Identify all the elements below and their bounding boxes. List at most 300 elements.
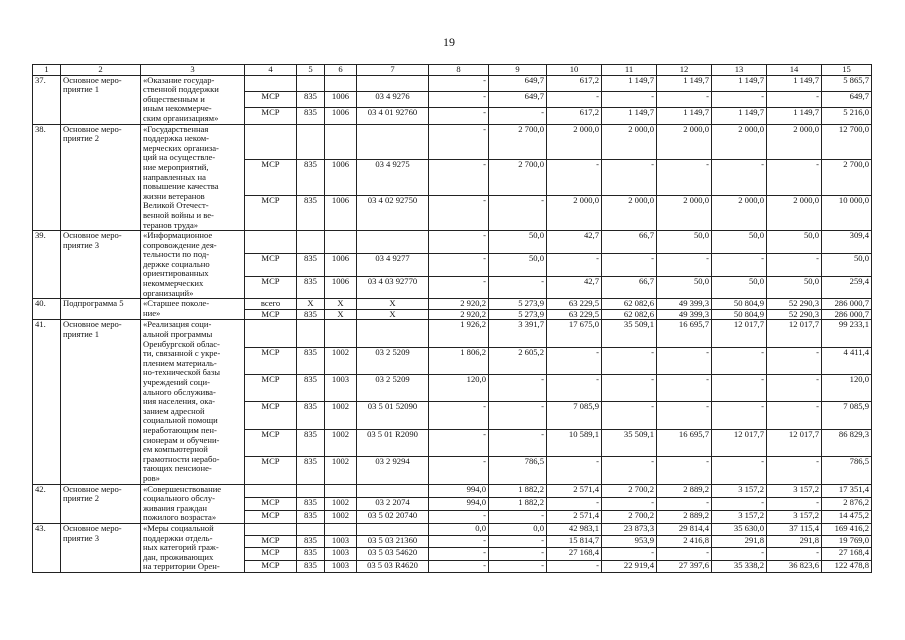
event-cell (61, 124, 141, 231)
value-cell: МСР (245, 309, 297, 320)
value-cell: 1002 (325, 457, 357, 484)
value-cell: 835 (297, 457, 325, 484)
value-cell (245, 124, 297, 160)
value-cell: 309,4 (822, 231, 872, 254)
description-line: плением материаль- (143, 357, 217, 368)
value-cell: 2 000,0 (712, 195, 767, 231)
description-line: теранов труда» (143, 219, 199, 230)
value-cell: 2 000,0 (602, 124, 657, 160)
header-cell: 2 (61, 65, 141, 76)
value-cell: 50 804,9 (712, 309, 767, 320)
value-cell: - (489, 548, 547, 560)
value-cell: МСР (245, 536, 297, 548)
table-row (33, 124, 872, 160)
value-cell: МСР (245, 560, 297, 572)
value-cell: 2 605,2 (489, 347, 547, 374)
value-cell: 99 233,1 (822, 320, 872, 347)
description-line: ных категорий граж- (143, 542, 219, 553)
value-cell: 120,0 (822, 375, 872, 402)
value-cell: 2 000,0 (767, 195, 822, 231)
value-cell: - (602, 91, 657, 107)
value-cell: - (657, 347, 712, 374)
value-cell: 16 695,7 (657, 429, 712, 456)
value-cell: - (429, 402, 489, 429)
value-cell: 17 675,0 (547, 320, 602, 347)
value-cell: - (767, 160, 822, 196)
value-cell: 1 149,7 (657, 75, 712, 91)
value-cell: - (429, 429, 489, 456)
value-cell (357, 484, 429, 497)
value-cell: МСР (245, 276, 297, 299)
value-cell: 22 919,4 (602, 560, 657, 572)
description-line: ем компьютерной (143, 444, 208, 455)
value-cell: 49 399,3 (657, 309, 712, 320)
description-cell (141, 124, 245, 231)
value-cell: МСР (245, 253, 297, 276)
value-cell: - (767, 548, 822, 560)
value-cell: 15 814,7 (547, 536, 602, 548)
row-number-cell: 41. (33, 320, 61, 484)
value-cell: - (547, 560, 602, 572)
value-cell: 122 478,8 (822, 560, 872, 572)
value-cell (297, 75, 325, 91)
header-cell: 1 (33, 65, 61, 76)
value-cell: 835 (297, 560, 325, 572)
value-cell (297, 523, 325, 535)
value-cell: МСР (245, 160, 297, 196)
header-cell: 5 (297, 65, 325, 76)
value-cell: 1 149,7 (602, 75, 657, 91)
description-line: «Реализация соци- (143, 319, 212, 330)
value-cell: - (602, 160, 657, 196)
value-cell: 03 5 01 R2090 (357, 429, 429, 456)
value-cell: 03 2 5209 (357, 375, 429, 402)
value-cell: МСР (245, 429, 297, 456)
value-cell: 12 017,7 (767, 429, 822, 456)
description-line: венной войны и ве- (143, 209, 214, 220)
table-row (33, 231, 872, 254)
value-cell: 1 806,2 (429, 347, 489, 374)
description-line: «Совершенствование (143, 484, 222, 494)
value-cell: 2 000,0 (712, 124, 767, 160)
value-cell: 120,0 (429, 375, 489, 402)
value-cell: МСР (245, 195, 297, 231)
value-cell: - (429, 276, 489, 299)
description-line: неработающим пен- (143, 424, 217, 435)
value-cell: 03 5 01 52090 (357, 402, 429, 429)
description-line: грамотности нерабо- (143, 453, 220, 464)
value-cell: 52 290,3 (767, 299, 822, 310)
description-line: мерческих организа- (143, 142, 219, 153)
value-cell (245, 75, 297, 91)
description-line: ального обслужива- (143, 386, 216, 397)
value-cell: 62 082,6 (602, 299, 657, 310)
value-cell: 62 082,6 (602, 309, 657, 320)
value-cell: 835 (297, 402, 325, 429)
description-cell (141, 484, 245, 523)
value-cell: - (547, 160, 602, 196)
value-cell: - (602, 253, 657, 276)
value-cell: - (657, 375, 712, 402)
value-cell: 50,0 (712, 276, 767, 299)
value-cell: МСР (245, 497, 297, 510)
value-cell: 1002 (325, 402, 357, 429)
value-cell: 291,8 (767, 536, 822, 548)
value-cell: 10 589,1 (547, 429, 602, 456)
value-cell: 19 769,0 (822, 536, 872, 548)
event-line: Основное меро- (63, 230, 122, 241)
value-cell: 03 2 2074 (357, 497, 429, 510)
value-cell: 835 (297, 108, 325, 124)
value-cell: МСР (245, 457, 297, 484)
value-cell: X (357, 299, 429, 310)
value-cell: 03 2 9294 (357, 457, 429, 484)
value-cell: 649,7 (822, 91, 872, 107)
value-cell: 4 411,4 (822, 347, 872, 374)
value-cell: - (602, 402, 657, 429)
value-cell: 50,0 (489, 253, 547, 276)
value-cell: - (547, 253, 602, 276)
value-cell: - (712, 375, 767, 402)
value-cell (325, 231, 357, 254)
value-cell: 3 157,2 (712, 510, 767, 523)
description-line: «Меры социальной (143, 523, 214, 533)
value-cell: - (429, 75, 489, 91)
event-line: приятие 2 (63, 493, 100, 504)
value-cell (297, 320, 325, 347)
value-cell: - (429, 231, 489, 254)
value-cell: 2 920,2 (429, 299, 489, 310)
value-cell (245, 484, 297, 497)
value-cell: 835 (297, 160, 325, 196)
value-cell (297, 231, 325, 254)
value-cell: 1006 (325, 195, 357, 231)
value-cell: 835 (297, 253, 325, 276)
value-cell: 03 5 03 21360 (357, 536, 429, 548)
row-number-cell: 40. (33, 299, 61, 320)
value-cell: - (429, 160, 489, 196)
event-line: Подпрограмма 5 (63, 298, 124, 309)
value-cell: 42,7 (547, 276, 602, 299)
value-cell: - (489, 195, 547, 231)
value-cell (325, 523, 357, 535)
header-cell: 3 (141, 65, 245, 76)
description-cell (141, 299, 245, 320)
value-cell: X (357, 309, 429, 320)
value-cell: 7 085,9 (822, 402, 872, 429)
value-cell: 2 571,4 (547, 510, 602, 523)
value-cell: - (712, 91, 767, 107)
value-cell: 617,2 (547, 75, 602, 91)
event-line: Основное меро- (63, 319, 122, 330)
value-cell: - (429, 253, 489, 276)
value-cell: 291,8 (712, 536, 767, 548)
value-cell: 12 017,7 (767, 320, 822, 347)
description-line: организаций» (143, 287, 194, 298)
value-cell: 42,7 (547, 231, 602, 254)
value-cell: 835 (297, 195, 325, 231)
header-cell: 11 (602, 65, 657, 76)
value-cell: - (712, 160, 767, 196)
value-cell: 12 017,7 (712, 429, 767, 456)
value-cell: - (657, 497, 712, 510)
table-row (33, 320, 872, 347)
value-cell: - (602, 375, 657, 402)
value-cell: - (547, 497, 602, 510)
value-cell (325, 75, 357, 91)
event-cell (61, 75, 141, 124)
value-cell: 1003 (325, 536, 357, 548)
description-line: «Государственная (143, 124, 209, 134)
budget-table (32, 64, 872, 573)
value-cell: - (547, 91, 602, 107)
header-row (33, 65, 872, 76)
value-cell: 835 (297, 375, 325, 402)
header-cell: 9 (489, 65, 547, 76)
header-cell: 7 (357, 65, 429, 76)
description-cell (141, 320, 245, 484)
table-row (33, 523, 872, 535)
value-cell: 63 229,5 (547, 299, 602, 310)
value-cell: 2 000,0 (657, 195, 712, 231)
value-cell: - (547, 375, 602, 402)
value-cell (297, 124, 325, 160)
event-line: Основное меро- (63, 484, 122, 494)
value-cell: - (547, 457, 602, 484)
value-cell: 994,0 (429, 497, 489, 510)
value-cell: 03 4 03 92770 (357, 276, 429, 299)
value-cell: 3 157,2 (767, 484, 822, 497)
value-cell (325, 320, 357, 347)
value-cell: МСР (245, 402, 297, 429)
value-cell: 1 149,7 (767, 108, 822, 124)
value-cell: 50,0 (767, 276, 822, 299)
value-cell: - (657, 457, 712, 484)
value-cell: - (489, 560, 547, 572)
header-cell: 13 (712, 65, 767, 76)
value-cell: 23 873,3 (602, 523, 657, 535)
value-cell: 17 351,4 (822, 484, 872, 497)
value-cell: - (712, 497, 767, 510)
value-cell: 2 416,8 (657, 536, 712, 548)
value-cell: - (547, 347, 602, 374)
value-cell (297, 484, 325, 497)
value-cell: - (602, 457, 657, 484)
value-cell: 5 216,0 (822, 108, 872, 124)
value-cell: 50,0 (822, 253, 872, 276)
value-cell: 3 157,2 (712, 484, 767, 497)
value-cell: 1 882,2 (489, 497, 547, 510)
value-cell: 50,0 (657, 276, 712, 299)
value-cell: 66,7 (602, 231, 657, 254)
page-number: 19 (443, 35, 455, 49)
value-cell: 1 882,2 (489, 484, 547, 497)
value-cell (357, 75, 429, 91)
value-cell: 786,5 (822, 457, 872, 484)
value-cell: МСР (245, 510, 297, 523)
value-cell: МСР (245, 375, 297, 402)
event-cell (61, 299, 141, 320)
value-cell: 2 920,2 (429, 309, 489, 320)
value-cell: 169 416,2 (822, 523, 872, 535)
value-cell: 35 338,2 (712, 560, 767, 572)
value-cell: 27 397,6 (657, 560, 712, 572)
value-cell: - (429, 536, 489, 548)
value-cell: - (489, 108, 547, 124)
header-cell: 10 (547, 65, 602, 76)
row-number-cell: 39. (33, 231, 61, 299)
value-cell: 1003 (325, 560, 357, 572)
description-line: направленных на (143, 171, 206, 182)
value-cell: 5 273,9 (489, 299, 547, 310)
value-cell: 03 5 02 20740 (357, 510, 429, 523)
value-cell: 286 000,7 (822, 299, 872, 310)
value-cell: 1006 (325, 253, 357, 276)
value-cell: 835 (297, 536, 325, 548)
value-cell: 1 149,7 (767, 75, 822, 91)
description-line: повышение качества (143, 181, 219, 192)
value-cell (245, 231, 297, 254)
description-line: ориентированных (143, 268, 209, 279)
event-cell (61, 231, 141, 299)
value-cell: 7 085,9 (547, 402, 602, 429)
description-cell (141, 75, 245, 124)
value-cell: 63 229,5 (547, 309, 602, 320)
value-cell: 2 000,0 (602, 195, 657, 231)
value-cell: 50,0 (712, 231, 767, 254)
value-cell (325, 124, 357, 160)
value-cell (325, 484, 357, 497)
value-cell: 52 290,3 (767, 309, 822, 320)
table-row (33, 75, 872, 91)
description-line: держке социально (143, 258, 210, 269)
value-cell: 50 804,9 (712, 299, 767, 310)
value-cell: 1 149,7 (602, 108, 657, 124)
value-cell (357, 523, 429, 535)
value-cell: - (489, 276, 547, 299)
value-cell: 2 000,0 (547, 195, 602, 231)
description-line: «Старшее поколе- (143, 298, 210, 309)
value-cell (357, 320, 429, 347)
description-line: пожилого возраста» (143, 512, 217, 523)
value-cell: - (712, 457, 767, 484)
description-line: но-технической базы (143, 367, 221, 378)
value-cell: 2 000,0 (547, 124, 602, 160)
row-number-cell: 42. (33, 484, 61, 523)
value-cell: 50,0 (767, 231, 822, 254)
value-cell: - (429, 108, 489, 124)
value-cell: 649,7 (489, 75, 547, 91)
header-cell: 6 (325, 65, 357, 76)
value-cell: - (657, 402, 712, 429)
description-line: ственной поддержки (143, 84, 219, 95)
value-cell: 1002 (325, 347, 357, 374)
header-cell: 4 (245, 65, 297, 76)
value-cell: - (602, 497, 657, 510)
event-cell (61, 523, 141, 572)
value-cell: 35 630,0 (712, 523, 767, 535)
value-cell: 2 889,2 (657, 510, 712, 523)
value-cell: - (767, 347, 822, 374)
value-cell: 2 700,0 (822, 160, 872, 196)
value-cell: 835 (297, 347, 325, 374)
value-cell: 835 (297, 548, 325, 560)
description-line: социального обслу- (143, 493, 215, 504)
value-cell: 42 983,1 (547, 523, 602, 535)
value-cell: всего (245, 299, 297, 310)
description-line: социальной помощи (143, 415, 218, 426)
value-cell: - (712, 253, 767, 276)
row-number-cell: 43. (33, 523, 61, 572)
event-line: приятие 2 (63, 133, 100, 144)
description-line: сопровождение дея- (143, 239, 217, 250)
value-cell: 2 700,0 (489, 124, 547, 160)
value-cell: 3 391,7 (489, 320, 547, 347)
value-cell: - (429, 124, 489, 160)
value-cell: 50,0 (657, 231, 712, 254)
value-cell: - (712, 402, 767, 429)
value-cell: - (767, 375, 822, 402)
event-line: Основное меро- (63, 523, 122, 533)
description-line: дан, проживающих (143, 551, 214, 562)
value-cell: 03 2 5209 (357, 347, 429, 374)
value-cell: - (657, 253, 712, 276)
value-cell: 0,0 (489, 523, 547, 535)
value-cell: - (602, 548, 657, 560)
value-cell: 14 475,2 (822, 510, 872, 523)
description-line: Великой Отечест- (143, 200, 209, 211)
value-cell: 03 5 03 R4620 (357, 560, 429, 572)
value-cell: - (489, 402, 547, 429)
header-cell: 12 (657, 65, 712, 76)
header-cell: 15 (822, 65, 872, 76)
value-cell: 1006 (325, 91, 357, 107)
value-cell: - (429, 510, 489, 523)
value-cell: 37 115,4 (767, 523, 822, 535)
value-cell: 1 149,7 (712, 75, 767, 91)
value-cell: - (657, 548, 712, 560)
description-line: занием адресной (143, 405, 205, 416)
value-cell: 50,0 (489, 231, 547, 254)
value-cell: 953,9 (602, 536, 657, 548)
value-cell: - (429, 195, 489, 231)
description-line: Оренбургской облас- (143, 338, 220, 349)
value-cell: 1006 (325, 160, 357, 196)
value-cell: 835 (297, 276, 325, 299)
value-cell: - (712, 347, 767, 374)
event-line: Основное меро- (63, 124, 122, 134)
description-line: некоммерческих (143, 278, 204, 289)
description-line: ние» (143, 307, 161, 318)
value-cell: - (429, 560, 489, 572)
value-cell: 03 4 01 92760 (357, 108, 429, 124)
description-line: ти, связанной с укре- (143, 348, 221, 359)
value-cell: 86 829,3 (822, 429, 872, 456)
description-line: общественным и (143, 93, 205, 104)
value-cell: - (429, 548, 489, 560)
value-cell: 03 4 9276 (357, 91, 429, 107)
value-cell: 1002 (325, 510, 357, 523)
description-line: ние мероприятий, (143, 161, 209, 172)
value-cell: 835 (297, 309, 325, 320)
value-cell: 35 509,1 (602, 429, 657, 456)
table-row (33, 484, 872, 497)
value-cell: 1 149,7 (712, 108, 767, 124)
value-cell: 2 889,2 (657, 484, 712, 497)
value-cell: 1 926,2 (429, 320, 489, 347)
description-cell (141, 523, 245, 572)
value-cell (245, 523, 297, 535)
